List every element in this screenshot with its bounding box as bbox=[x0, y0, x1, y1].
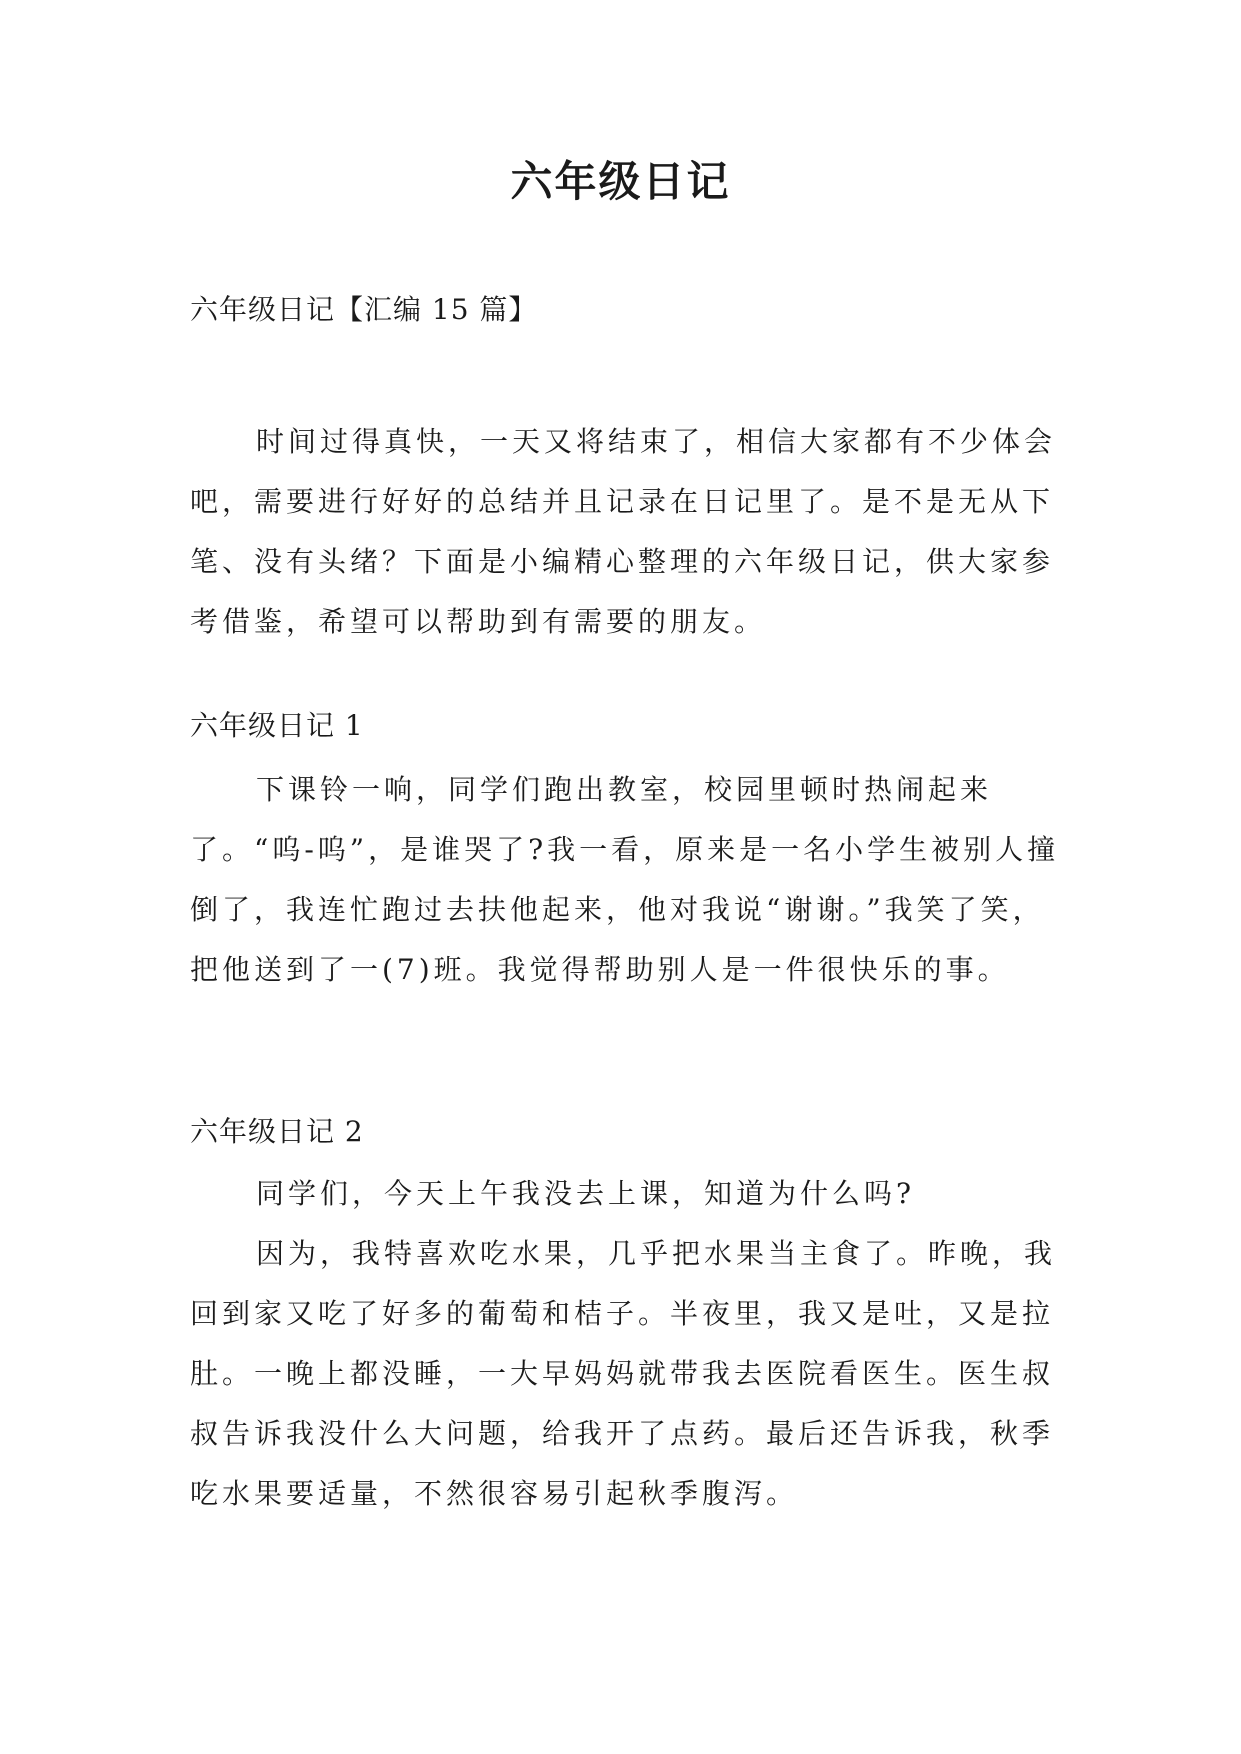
intro-paragraph: 时间过得真快，一天又将结束了，相信大家都有不少体会吧，需要进行好好的总结并且记录在日记里了。是不是无从下笔、没有头绪？下面是小编精心整理的六年级日记，供大家参考借鉴，希望可以帮助到有需要的朋友。 bbox=[190, 425, 1057, 638]
entry-paragraph: 下课铃一响，同学们跑出教室，校园里顿时热闹起来了。“呜-呜”，是谁哭了?我一看，原来是一名小学生被别人撞倒了，我连忙跑过去扶他起来，他对我说“谢谢。”我笑了笑，把他送到了一(7)班。我觉得帮助别人是一件很快乐的事。 bbox=[190, 773, 1060, 986]
entry-paragraph: 因为，我特喜欢吃水果，几乎把水果当主食了。昨晚，我回到家又吃了好多的葡萄和桔子。半夜里，我又是吐，又是拉肚。一晚上都没睡，一大早妈妈就带我去医院看医生。医生叔叔告诉我没什么大问题，给我开了点药。最后还告诉我，秋季吃水果要适量，不然很容易引起秋季腹泻。 bbox=[190, 1237, 1057, 1510]
entry-paragraph: 同学们，今天上午我没去上课，知道为什么吗? bbox=[256, 1177, 916, 1210]
document-subtitle: 六年级日记【汇编 15 篇】 bbox=[190, 293, 538, 326]
entry-heading: 六年级日记 2 bbox=[190, 1115, 364, 1148]
entry-body bbox=[190, 1164, 1060, 1524]
document-title: 六年级日记 bbox=[510, 157, 731, 206]
entry-heading: 六年级日记 1 bbox=[190, 709, 364, 742]
entry-body bbox=[190, 760, 1060, 1000]
